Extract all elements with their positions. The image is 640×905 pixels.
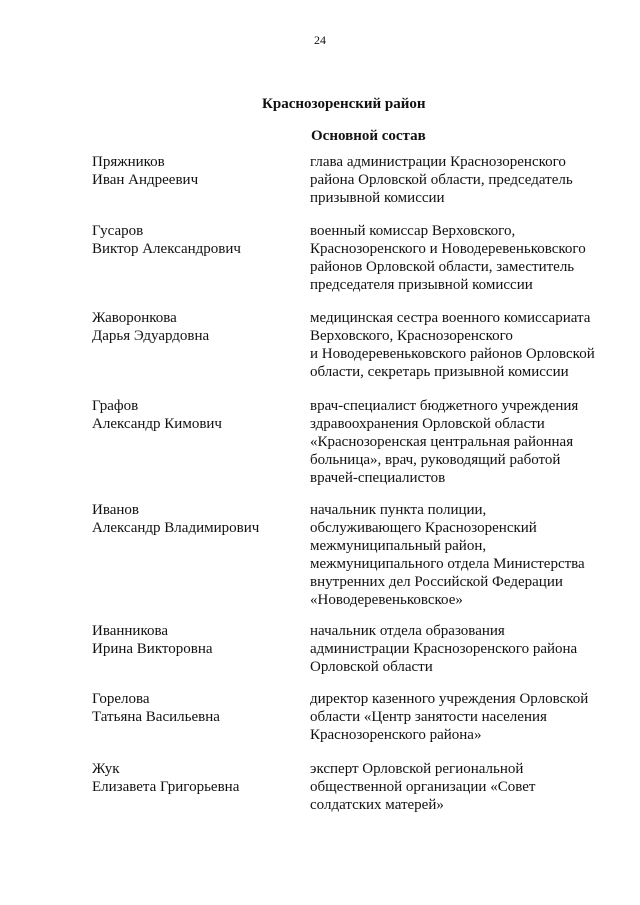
member-name xyxy=(92,501,292,537)
member-name xyxy=(92,622,292,658)
member-given-names: Елизавета Григорьевна xyxy=(92,779,240,795)
member-surname: Графов xyxy=(92,398,139,414)
role-line: Верховского, Краснозоренского xyxy=(310,328,513,344)
member-given-names: Александр Владимирович xyxy=(92,520,260,536)
role-line: начальник отдела образования xyxy=(310,623,505,639)
role-line: межмуниципальный район, xyxy=(310,538,487,554)
member-given-names: Ирина Викторовна xyxy=(92,641,213,657)
role-line: глава администрации Краснозоренского xyxy=(310,154,566,170)
member-given-names: Татьяна Васильевна xyxy=(92,709,220,725)
role-line: Орловской области xyxy=(310,659,433,675)
member-surname: Жук xyxy=(92,761,120,777)
member-surname: Горелова xyxy=(92,691,150,707)
role-line: Краснозоренского района» xyxy=(310,727,482,743)
role-line: «Краснозоренская центральная районная xyxy=(310,434,574,450)
member-role xyxy=(310,153,610,207)
role-line: военный комиссар Верховского, xyxy=(310,223,516,239)
member-given-names: Виктор Александрович xyxy=(92,241,241,257)
district-title: Краснозоренский район xyxy=(262,96,426,112)
role-line: больница», врач, руководящий работой xyxy=(310,452,561,468)
role-line: здравоохранения Орловской области xyxy=(310,416,545,432)
member-role xyxy=(310,309,610,381)
member-name xyxy=(92,760,292,796)
role-line: районов Орловской области, заместитель xyxy=(310,259,575,275)
member-role xyxy=(310,501,610,609)
member-surname: Иванникова xyxy=(92,623,169,639)
member-role xyxy=(310,690,610,744)
member-name xyxy=(92,690,292,726)
role-line: общественной организации «Совет xyxy=(310,779,536,795)
role-line: межмуниципального отдела Министерства xyxy=(310,556,585,572)
member-given-names: Александр Кимович xyxy=(92,416,222,432)
role-line: Краснозоренского и Новодеревеньковского xyxy=(310,241,586,257)
role-line: директор казенного учреждения Орловской xyxy=(310,691,589,707)
role-line: председателя призывной комиссии xyxy=(310,277,533,293)
role-line: обслуживающего Краснозоренский xyxy=(310,520,537,536)
role-line: и Новодеревеньковского районов Орловской xyxy=(310,346,595,362)
role-line: области «Центр занятости населения xyxy=(310,709,547,725)
role-line: медицинская сестра военного комиссариата xyxy=(310,310,591,326)
role-line: эксперт Орловской региональной xyxy=(310,761,524,777)
member-surname: Гусаров xyxy=(92,223,144,239)
role-line: призывной комиссии xyxy=(310,190,445,206)
member-name xyxy=(92,397,292,433)
role-line: администрации Краснозоренского района xyxy=(310,641,578,657)
role-line: солдатских матерей» xyxy=(310,797,444,813)
member-given-names: Дарья Эдуардовна xyxy=(92,328,210,344)
member-surname: Жаворонкова xyxy=(92,310,177,326)
member-role xyxy=(310,760,610,814)
role-line: внутренних дел Российской Федерации xyxy=(310,574,563,590)
role-line: врачей-специалистов xyxy=(310,470,446,486)
member-name xyxy=(92,222,292,258)
role-line: начальник пункта полиции, xyxy=(310,502,487,518)
member-role xyxy=(310,222,610,294)
page-number: 24 xyxy=(314,33,326,47)
section-title: Основной состав xyxy=(311,128,426,144)
member-name xyxy=(92,153,292,189)
member-given-names: Иван Андреевич xyxy=(92,172,199,188)
member-role xyxy=(310,397,610,487)
role-line: района Орловской области, председатель xyxy=(310,172,573,188)
member-surname: Иванов xyxy=(92,502,139,518)
role-line: области, секретарь призывной комиссии xyxy=(310,364,569,380)
role-line: «Новодеревеньковское» xyxy=(310,592,463,608)
member-name xyxy=(92,309,292,345)
member-role xyxy=(310,622,610,676)
role-line: врач-специалист бюджетного учреждения xyxy=(310,398,579,414)
member-surname: Пряжников xyxy=(92,154,165,170)
